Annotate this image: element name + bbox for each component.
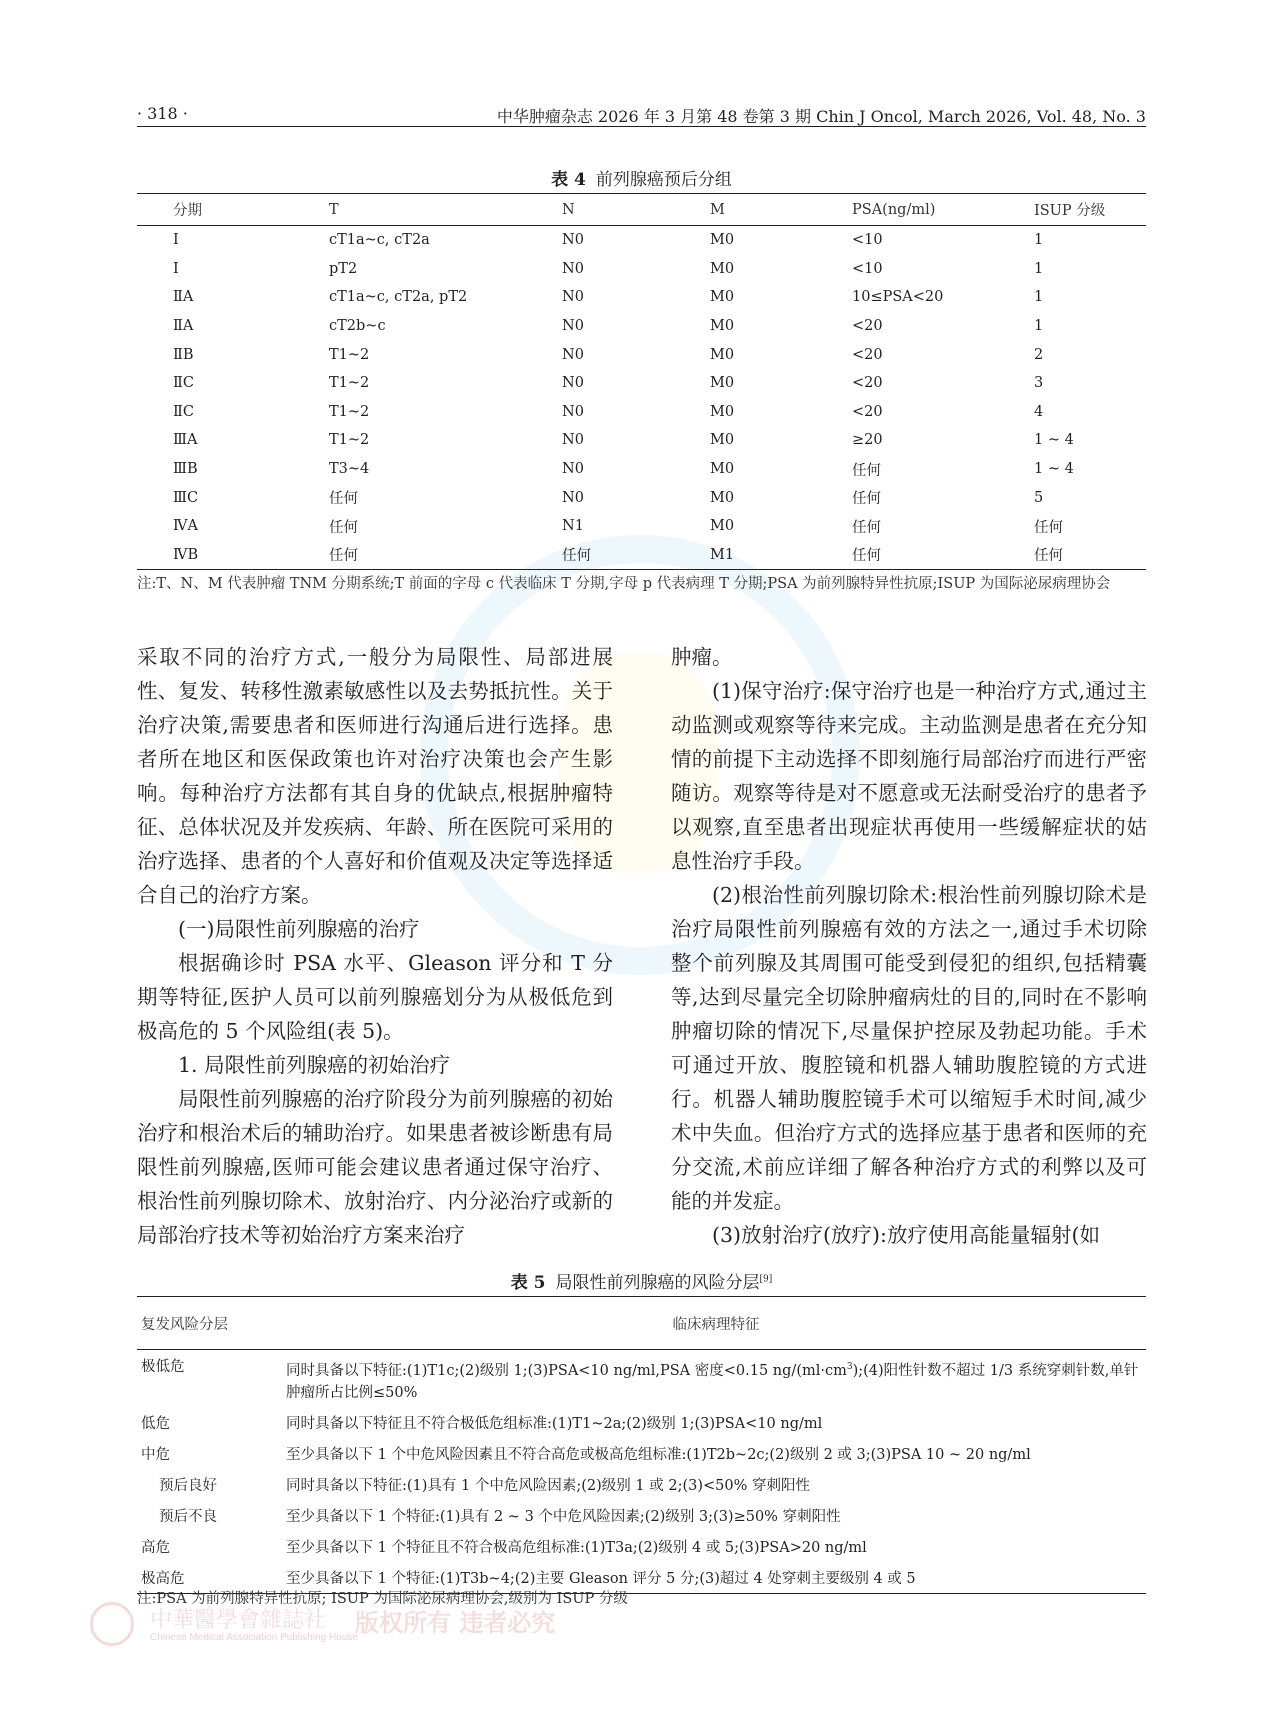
- table4-cell: M0: [710, 260, 735, 277]
- table4-row: [137, 226, 1146, 255]
- table4-cell: T1~2: [329, 403, 370, 420]
- table4-cell: ⅣA: [173, 518, 198, 535]
- body-paragraph: 局限性前列腺癌的治疗阶段分为前列腺癌的初始治疗和根治术后的辅助治疗。如果患者被诊断患有局限性前列腺癌,医师可能会建议患者通过保守治疗、根治性前列腺切除术、放射治疗、内分泌治疗或新的局部治疗技术等初始治疗方案来治疗: [137, 1087, 613, 1247]
- risk-category: 低危: [141, 1415, 170, 1432]
- table4-note: 注:T、N、M 代表肿瘤 TNM 分期系统;T 前面的字母 c 代表临床 T 分期,字母 p 代表病理 T 分期;PSA 为前列腺特异性抗原;ISUP 为国际泌尿病理协会: [137, 576, 1111, 592]
- table5-row: [137, 1350, 1146, 1407]
- table4-row: [137, 512, 1146, 541]
- publisher-name-en: Chinese Medical Association Publishing House: [150, 1632, 358, 1643]
- risk-features: [286, 1438, 1146, 1469]
- table4-cell: ⅡC: [173, 375, 194, 392]
- body-paragraph: (一)局限性前列腺癌的治疗: [178, 917, 420, 941]
- table5-row: [137, 1469, 1146, 1500]
- table4-cell: 5: [1034, 489, 1044, 506]
- table4-cell: cT1a~c, cT2a, pT2: [329, 289, 468, 306]
- publisher-name-cn: 中華醫學會雜誌社: [150, 1608, 327, 1633]
- table4-cell: 1 ~ 4: [1034, 432, 1074, 449]
- running-header: [137, 104, 1146, 127]
- journal-citation: 中华肿瘤杂志 2026 年 3 月第 48 卷第 3 期 Chin J Oncol, March 2026, Vol. 48, No. 3: [496, 107, 1146, 126]
- table4-cell: 任何: [852, 548, 881, 565]
- table4-cell: T1~2: [329, 432, 370, 449]
- table4-title: 前列腺癌预后分组: [595, 170, 732, 190]
- table4-cell: Ⅰ: [173, 260, 179, 277]
- table4-header-cell: PSA(ng/ml): [852, 194, 1034, 226]
- table4-header-cell: M: [710, 194, 852, 226]
- table4-cell: T1~2: [329, 346, 370, 363]
- table4-row: [137, 255, 1146, 284]
- risk-category: 预后不良: [159, 1508, 217, 1525]
- table4-cell: N0: [562, 346, 584, 363]
- table4-cell: 任何: [329, 519, 358, 536]
- table4-cell: <20: [852, 346, 883, 363]
- body-text-right-column: [671, 640, 1147, 1252]
- copyright-notice: 版权所有 违者必究: [355, 1609, 556, 1637]
- table4-caption: [137, 165, 1146, 190]
- body-paragraph: (1)保守治疗:保守治疗也是一种治疗方式,通过主动监测或观察等待来完成。主动监测是患者在充分知情的前提下主动选择不即刻施行局部治疗而进行严密随访。观察等待是对不愿意或无法耐受治疗的患者予以观察,直至患者出现症状再使用一些缓解症状的姑息性治疗手段。: [671, 679, 1147, 873]
- table4-header-row: [137, 194, 1146, 226]
- risk-features-text: 同时具备以下特征:(1)具有 1 个中危风险因素;(2)级别 1 或 2;(3)<50% 穿刺阳性: [286, 1477, 810, 1494]
- table4-cell: 任何: [1034, 519, 1063, 536]
- risk-features: [286, 1469, 1146, 1500]
- table4-header-cell: ISUP 分级: [1034, 194, 1146, 226]
- table4-cell: N1: [562, 518, 584, 535]
- table4-cell: N0: [562, 403, 584, 420]
- table4-cell: ≥20: [852, 432, 883, 449]
- table4-cell: <20: [852, 318, 883, 335]
- table4-cell: M0: [710, 318, 735, 335]
- risk-features-text: 至少具备以下 1 个特征:(1)T3b~4;(2)主要 Gleason 评分 5 分;(3)超过 4 处穿刺主要级别 4 或 5: [286, 1570, 916, 1587]
- table4-cell: 任何: [852, 462, 881, 479]
- body-paragraph: (2)根治性前列腺切除术:根治性前列腺切除术是治疗局限性前列腺癌有效的方法之一,通过手术切除整个前列腺及其周围可能受到侵犯的组织,包括精囊等,达到尽量完全切除肿瘤病灶的目的,同时在不影响肿瘤切除的情况下,尽量保护控尿及勃起功能。手术可通过开放、腹腔镜和机器人辅助腹腔镜的方式进行。机器人辅助腹腔镜手术可以缩短手术时间,减少术中失血。但治疗方式的选择应基于患者和医师的充分交流,术前应详细了解各种治疗方式的利弊以及可能的并发症。: [671, 883, 1147, 1213]
- table5: [137, 1296, 1146, 1594]
- risk-features-text: 同时具备以下特征且不符合极低危组标准:(1)T1~2a;(2)级别 1;(3)PSA<10 ng/ml: [286, 1415, 823, 1432]
- table4-cell: M0: [710, 461, 735, 478]
- table4-cell: ⅡB: [173, 346, 194, 363]
- table4-cell: N0: [562, 375, 584, 392]
- risk-features-text: 至少具备以下 1 个特征且不符合极高危组标准:(1)T3a;(2)级别 4 或 5;(3)PSA>20 ng/ml: [286, 1539, 867, 1556]
- risk-features-text: );(4)阳性针数不超过 1/3 系统穿刺针数,单针肿瘤所占比例≤50%: [286, 1362, 1139, 1401]
- table4-cell: ⅡA: [173, 289, 194, 306]
- table4-cell: ⅢC: [173, 489, 199, 506]
- table4-cell: <10: [852, 260, 883, 277]
- table4-cell: M0: [710, 346, 735, 363]
- table4-cell: ⅢA: [173, 432, 198, 449]
- body-paragraph: 采取不同的治疗方式,一般分为局限性、局部进展性、复发、转移性激素敏感性以及去势抵抗性。关于治疗决策,需要患者和医师进行沟通后进行选择。患者所在地区和医保政策也许对治疗决策也会产生影响。每种治疗方法都有其自身的优缺点,根据肿瘤特征、总体状况及并发疾病、年龄、所在医院可采用的治疗选择、患者的个人喜好和价值观及决定等选择适合自己的治疗方案。: [137, 645, 613, 907]
- table4-cell: ⅢB: [173, 461, 198, 478]
- table4-cell: pT2: [329, 260, 358, 277]
- body-paragraph: 1. 局限性前列腺癌的初始治疗: [178, 1053, 451, 1077]
- risk-category: 预后良好: [159, 1477, 217, 1494]
- risk-category: 高危: [141, 1539, 170, 1556]
- table4-row: [137, 283, 1146, 312]
- table4-header-cell: 分期: [137, 194, 329, 226]
- table4-header-cell: T: [329, 194, 562, 226]
- table5-row: [137, 1407, 1146, 1438]
- table4-cell: 1: [1034, 232, 1044, 249]
- table4-row: [137, 455, 1146, 484]
- table4-row: [137, 369, 1146, 398]
- table5-row: [137, 1500, 1146, 1531]
- table4-cell: cT1a~c, cT2a: [329, 232, 430, 249]
- table5-note: 注:PSA 为前列腺特异性抗原; ISUP 为国际泌尿病理协会,级别为 ISUP 分级: [137, 1591, 628, 1607]
- table4-cell: 2: [1034, 346, 1044, 363]
- table5-caption: [137, 1268, 1146, 1293]
- table5-body: [137, 1350, 1146, 1594]
- table4-cell: ⅡA: [173, 318, 194, 335]
- table4-cell: 任何: [329, 548, 358, 565]
- table4-header-cell: N: [562, 194, 710, 226]
- table4-cell: M0: [710, 489, 735, 506]
- table5-row: [137, 1531, 1146, 1562]
- risk-features-text: 同时具备以下特征:(1)T1c;(2)级别 1;(3)PSA<10 ng/ml,PSA 密度<0.15 ng/(ml·cm: [286, 1362, 847, 1379]
- table4-row: [137, 398, 1146, 427]
- superscript: 3: [846, 1362, 853, 1372]
- table4-cell: 1: [1034, 260, 1044, 277]
- table5-row: [137, 1438, 1146, 1469]
- table4-cell: N0: [562, 461, 584, 478]
- table5-label: 表 5: [510, 1273, 546, 1293]
- table4-cell: T3~4: [329, 461, 370, 478]
- risk-category: 极低危: [141, 1359, 185, 1375]
- page-number: · 318 ·: [137, 104, 188, 123]
- risk-features-text: 至少具备以下 1 个中危风险因素且不符合高危或极高危组标准:(1)T2b~2c;(2)级别 2 或 3;(3)PSA 10 ~ 20 ng/ml: [286, 1446, 1031, 1463]
- risk-features-text: 至少具备以下 1 个特征:(1)具有 2 ~ 3 个中危风险因素;(2)级别 3;(3)≥50% 穿刺阳性: [286, 1508, 841, 1525]
- risk-category: 极高危: [141, 1570, 185, 1587]
- table4-body: [137, 226, 1146, 570]
- table4-cell: 任何: [562, 548, 591, 565]
- table4-row: [137, 340, 1146, 369]
- table5-reference: [9]: [759, 1274, 773, 1285]
- risk-features: [286, 1531, 1146, 1562]
- table4-label: 表 4: [551, 170, 586, 190]
- table5-title: 局限性前列腺癌的风险分层: [555, 1273, 760, 1293]
- table4-cell: <20: [852, 375, 883, 392]
- table4-row: [137, 426, 1146, 455]
- table4-cell: <20: [852, 403, 883, 420]
- table4-cell: M0: [710, 518, 735, 535]
- publisher-logo-icon: [90, 1602, 134, 1646]
- risk-features: [286, 1407, 1146, 1438]
- table4-cell: 10≤PSA<20: [852, 289, 944, 306]
- table4-cell: cT2b~c: [329, 318, 386, 335]
- table4-cell: M0: [710, 403, 735, 420]
- table4-cell: 1 ~ 4: [1034, 461, 1074, 478]
- table4-cell: N0: [562, 260, 584, 277]
- table4-cell: M0: [710, 232, 735, 249]
- table4: [137, 193, 1146, 570]
- table4-cell: 任何: [1034, 548, 1063, 565]
- table4-cell: N0: [562, 432, 584, 449]
- table4-cell: Ⅰ: [173, 232, 179, 249]
- body-paragraph: (3)放射治疗(放疗):放疗使用高能量辐射(如: [712, 1223, 1100, 1247]
- table4-cell: 任何: [852, 519, 881, 536]
- table5-header-category: 复发风险分层: [137, 1297, 286, 1350]
- table4-row: [137, 483, 1146, 512]
- table4-cell: N0: [562, 318, 584, 335]
- table4-cell: M0: [710, 375, 735, 392]
- table4-row: [137, 541, 1146, 570]
- table4-cell: M0: [710, 289, 735, 306]
- table5-header-row: [137, 1297, 1146, 1350]
- table4-cell: 任何: [852, 491, 881, 508]
- body-text-left-column: [137, 640, 613, 1252]
- body-paragraph: 根据确诊时 PSA 水平、Gleason 评分和 T 分期等特征,医护人员可以前列腺癌划分为从极低危到极高危的 5 个风险组(表 5)。: [137, 951, 613, 1043]
- table4-cell: N0: [562, 289, 584, 306]
- table4-cell: 4: [1034, 403, 1044, 420]
- table4-cell: ⅡC: [173, 403, 194, 420]
- table4-cell: M1: [710, 546, 735, 563]
- risk-category: 中危: [141, 1446, 170, 1463]
- risk-features: [286, 1500, 1146, 1531]
- table4-cell: 任何: [329, 491, 358, 508]
- table4-cell: N0: [562, 489, 584, 506]
- table4-cell: 3: [1034, 375, 1044, 392]
- body-paragraph: 肿瘤。: [671, 645, 733, 669]
- table5-header-features: 临床病理特征: [286, 1297, 1146, 1350]
- risk-features: [286, 1350, 1146, 1407]
- table4-cell: N0: [562, 232, 584, 249]
- table4-cell: 1: [1034, 318, 1044, 335]
- table4-cell: <10: [852, 232, 883, 249]
- table4-cell: 1: [1034, 289, 1044, 306]
- table4-cell: T1~2: [329, 375, 370, 392]
- table4-cell: M0: [710, 432, 735, 449]
- table4-row: [137, 312, 1146, 341]
- table4-cell: ⅣB: [173, 546, 199, 563]
